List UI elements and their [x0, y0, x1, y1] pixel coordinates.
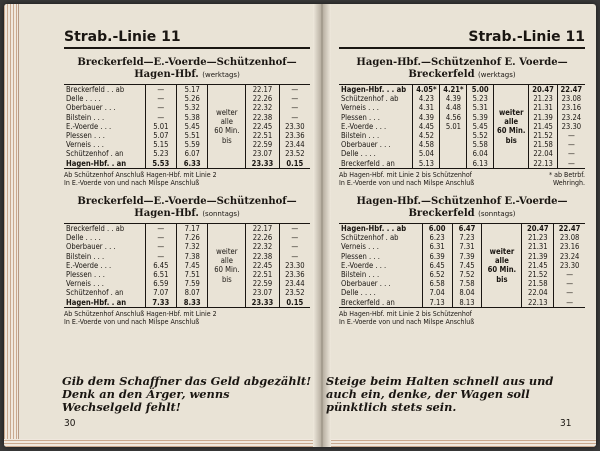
page-header [64, 26, 310, 49]
station-cell: Hagen-Hbf. . an [66, 158, 127, 168]
time-cell: 5.00 [467, 85, 494, 95]
time-cell: 23.30 [279, 261, 310, 270]
time-cell: — [279, 94, 310, 103]
time-cell: — [145, 242, 176, 251]
time-cell: 8.04 [452, 288, 482, 297]
time-cell: 22.17 [246, 224, 279, 234]
station-cell: Hagen-Hbf. . . ab [341, 85, 407, 94]
time-cell: 5.51 [177, 131, 208, 140]
time-cell: — [279, 113, 310, 122]
time-cell: 23.08 [554, 233, 585, 242]
time-cell: 5.59 [177, 140, 208, 149]
time-cell: 23.30 [279, 122, 310, 131]
time-cell: 5.31 [467, 103, 494, 112]
time-cell: 5.53 [145, 159, 176, 169]
time-cell [440, 140, 467, 149]
time-cell: — [279, 103, 310, 112]
time-cell: 23.07 [246, 149, 279, 158]
table-row [64, 298, 310, 308]
station-cell: Verneis . . . [66, 279, 104, 289]
station-cell: Oberbauer . . . [341, 140, 391, 150]
time-cell: 22.32 [246, 242, 279, 251]
page-header [339, 26, 585, 49]
time-cell: — [279, 252, 310, 261]
time-cell: 22.26 [246, 94, 279, 103]
station-cell: Oberbauer . . . [341, 279, 391, 289]
time-cell: 6.47 [452, 224, 482, 234]
time-cell: 21.52 [522, 270, 554, 279]
time-cell: 0.15 [279, 159, 310, 169]
frequency-note-cell [208, 85, 246, 169]
time-cell: 23.33 [246, 298, 279, 308]
table-row [339, 85, 585, 95]
time-cell: 22.17 [246, 85, 279, 95]
time-cell: 23.52 [279, 288, 310, 297]
time-cell: 6.39 [422, 252, 452, 261]
section-title: Breckerfeld—E.-Voerde—Schützenhof— Hagen-Hbf. (werktags) [77, 57, 297, 80]
time-cell: — [279, 242, 310, 251]
table-row [339, 131, 585, 140]
station-cell: Schützenhof . ab [341, 233, 399, 243]
table-row [64, 233, 310, 242]
time-cell: — [145, 113, 176, 122]
time-cell: 23.36 [279, 131, 310, 140]
frequency-text: alle [504, 117, 519, 127]
frequency-text: bis [496, 274, 508, 284]
time-cell: — [279, 224, 310, 234]
time-cell: 7.04 [422, 288, 452, 297]
time-cell: — [557, 159, 585, 169]
station-cell: Schützenhof . an [66, 288, 124, 298]
frequency-text: bis [505, 135, 517, 145]
frequency-text: 60 Min. [214, 265, 240, 275]
time-cell: — [145, 233, 176, 242]
time-cell: 21.45 [522, 261, 554, 270]
time-cell: 5.58 [467, 140, 494, 149]
time-cell: 4.48 [440, 103, 467, 112]
station-cell: Plessen . . . [341, 112, 380, 122]
table-row [64, 224, 310, 234]
time-cell: 22.45 [246, 122, 279, 131]
time-cell: 6.59 [145, 279, 176, 288]
time-cell: 22.13 [522, 298, 554, 308]
timetable [339, 84, 585, 169]
time-cell: 5.01 [145, 122, 176, 131]
time-cell: 6.58 [422, 279, 452, 288]
time-cell: 21.58 [522, 279, 554, 288]
station-cell: Plessen . . . [341, 251, 380, 261]
time-cell: 23.44 [279, 140, 310, 149]
table-row [339, 252, 585, 261]
time-cell: 7.23 [452, 233, 482, 242]
station-cell: Hagen-Hbf. . . ab [341, 224, 407, 234]
time-cell: 7.59 [177, 279, 208, 288]
time-cell: — [145, 224, 176, 234]
time-cell: 6.07 [177, 149, 208, 158]
table-row [64, 261, 310, 270]
page-number: 31 [560, 418, 572, 429]
station-cell: Breckerfeld . an [341, 297, 395, 307]
connection-note: Ab Hagen-Hbf. mit Linie 2 bis Schützenhof In E.-Voerde von und nach Milspe Anschluß [339, 309, 475, 327]
time-cell: 5.04 [413, 149, 440, 158]
timetable [64, 223, 310, 308]
station-cell: E.-Voerde . . . [66, 121, 112, 131]
time-cell: 5.39 [467, 113, 494, 122]
time-cell: — [554, 298, 585, 308]
frequency-text: bis [221, 274, 232, 284]
time-cell: 5.17 [177, 85, 208, 95]
station-cell: Oberbauer . . . [66, 242, 116, 252]
frequency-note-cell [208, 224, 246, 308]
time-cell: 7.45 [452, 261, 482, 270]
time-cell: 4.23 [413, 94, 440, 103]
station-cell: Breckerfeld . . ab [66, 224, 125, 234]
time-cell: — [557, 149, 585, 158]
timetable [339, 223, 585, 308]
table-row [64, 113, 310, 122]
time-cell: 5.13 [413, 159, 440, 169]
frequency-note-cell [482, 224, 522, 308]
time-cell: — [557, 131, 585, 140]
time-cell: — [554, 279, 585, 288]
time-cell: 22.04 [529, 149, 557, 158]
time-cell: 4.56 [440, 113, 467, 122]
time-cell: 7.33 [145, 298, 176, 308]
station-cell: Plessen . . . [66, 131, 105, 141]
time-cell: 4.31 [413, 103, 440, 112]
table-row [64, 149, 310, 158]
time-cell: 4.39 [440, 94, 467, 103]
table-row [64, 122, 310, 131]
time-cell: 8.13 [452, 298, 482, 308]
time-cell: 23.16 [557, 103, 585, 112]
frequency-text: welter [216, 108, 238, 117]
time-cell: 22.59 [246, 279, 279, 288]
time-cell: 5.32 [177, 103, 208, 112]
time-cell: 21.39 [522, 252, 554, 261]
station-cell: Delle . . . . [66, 233, 101, 243]
time-cell: 7.51 [177, 270, 208, 279]
time-cell: 23.08 [557, 94, 585, 103]
station-cell: Verneis . . . [341, 103, 379, 113]
time-cell: 23.33 [246, 159, 279, 169]
frequency-text: 60 Min. [214, 126, 240, 136]
book-spread [4, 4, 596, 447]
section-title: Hagen-Hbf.—Schützenhof E.-Voerde— Breckerfeld (sonntags) [356, 196, 568, 220]
time-cell: 22.47 [554, 224, 585, 234]
left-page [64, 26, 310, 327]
time-cell: 21.52 [529, 131, 557, 140]
time-cell: 7.38 [177, 252, 208, 261]
timetable-weekdays [339, 57, 585, 188]
time-cell: 6.51 [145, 270, 176, 279]
time-cell: 22.26 [246, 233, 279, 242]
time-cell: 8.33 [177, 298, 208, 308]
frequency-text: 60 Min. [487, 265, 517, 275]
time-cell: 22.13 [529, 159, 557, 169]
time-cell: 6.45 [145, 261, 176, 270]
time-cell: 5.26 [177, 94, 208, 103]
station-cell: Bilstein . . . [341, 270, 380, 280]
time-cell: 22.32 [246, 103, 279, 112]
station-cell: Schützenhof . ab [341, 94, 399, 104]
time-cell: 5.52 [467, 131, 494, 140]
time-cell: 6.31 [422, 242, 452, 251]
time-cell: 23.30 [557, 122, 585, 131]
table-row [339, 94, 585, 103]
station-cell: E.-Voerde . . . [66, 260, 112, 270]
time-cell [440, 159, 467, 169]
table-row [339, 298, 585, 308]
time-cell: 22.45 [246, 261, 279, 270]
timetable [64, 84, 310, 169]
time-cell: 21.58 [529, 140, 557, 149]
station-cell: E.-Voerde . . . [341, 121, 387, 131]
time-cell: 7.58 [452, 279, 482, 288]
time-cell: 7.17 [177, 224, 208, 234]
frequency-text: 60 Min. [496, 126, 526, 136]
time-cell: 22.38 [246, 252, 279, 261]
table-row [64, 270, 310, 279]
time-cell: 23.36 [279, 270, 310, 279]
station-cell: Plessen . . . [66, 270, 105, 280]
time-cell: — [145, 252, 176, 261]
time-cell: — [145, 103, 176, 112]
time-cell: 20.47 [529, 85, 557, 95]
table-row [339, 140, 585, 149]
station-cell: Verneis . . . [341, 242, 379, 252]
time-cell: — [145, 94, 176, 103]
time-cell: 6.45 [422, 261, 452, 270]
table-row [339, 261, 585, 270]
time-cell: 4.39 [413, 113, 440, 122]
table-row [64, 103, 310, 112]
section-title: Breckerfeld—E.-Voerde—Schützenhof— Hagen-Hbf. (sonntags) [77, 196, 297, 220]
time-cell: — [554, 288, 585, 297]
time-cell: 23.44 [279, 279, 310, 288]
table-row [339, 224, 585, 234]
station-cell: Bilstein . . . [341, 131, 380, 141]
frequency-note-cell [493, 85, 529, 169]
time-cell: 8.07 [177, 288, 208, 297]
connection-note: Ab Schützenhof Anschluß Hagen-Hbf. mit Linie 2 In E.-Voerde von und nach Milspe Anschluß [64, 309, 217, 327]
station-cell: Oberbauer . . . [66, 103, 116, 113]
time-cell: 21.31 [529, 103, 557, 112]
time-cell: — [145, 85, 176, 95]
time-cell: 7.26 [177, 233, 208, 242]
time-cell: 4.45 [413, 122, 440, 131]
table-row [64, 140, 310, 149]
table-row [339, 279, 585, 288]
table-row [64, 159, 310, 169]
time-cell: 21.45 [529, 122, 557, 131]
time-cell: 22.47 [557, 85, 585, 95]
time-cell: 6.33 [177, 159, 208, 169]
time-cell: 23.24 [554, 252, 585, 261]
line-title: Strab.-Linie 11 [468, 29, 585, 45]
page-edges-bottom [4, 439, 596, 447]
station-cell: Delle . . . . [66, 94, 101, 104]
table-row [64, 242, 310, 251]
time-cell: 7.32 [177, 242, 208, 251]
time-cell: 4.52 [413, 131, 440, 140]
frequency-text: weiter [498, 108, 524, 117]
time-cell: 23.16 [554, 242, 585, 251]
time-cell: 7.39 [452, 252, 482, 261]
time-cell: 23.52 [279, 149, 310, 158]
table-row [339, 103, 585, 112]
table-row [64, 85, 310, 95]
table-row [339, 233, 585, 242]
time-cell: — [557, 140, 585, 149]
section-title: Hagen-Hbf.—Schützenhof E. Voerde— Breckerfeld (werktags) [356, 57, 568, 80]
time-cell: 6.52 [422, 270, 452, 279]
station-cell: Hagen-Hbf. . an [66, 297, 127, 307]
table-row [64, 131, 310, 140]
time-cell: 21.31 [522, 242, 554, 251]
frequency-text: alle [220, 117, 233, 127]
time-cell: 5.15 [145, 140, 176, 149]
station-cell: Delle . . . . [341, 288, 376, 298]
time-cell: — [279, 85, 310, 95]
time-cell: 7.45 [177, 261, 208, 270]
connection-note: Ab Schützenhof Anschluß Hagen-Hbf. mit Linie 2 In E.-Voerde von und nach Milspe Anschluß [64, 170, 217, 188]
time-cell: 23.07 [246, 288, 279, 297]
time-cell: 22.51 [246, 131, 279, 140]
station-cell: Breckerfeld . . ab [66, 85, 125, 94]
station-cell: Schützenhof . an [66, 149, 124, 159]
time-cell: 4.58 [413, 140, 440, 149]
time-cell: 6.00 [422, 224, 452, 234]
timetable-weekdays [64, 57, 310, 188]
time-cell: 21.23 [522, 233, 554, 242]
time-cell: 5.45 [467, 122, 494, 131]
time-cell: 7.52 [452, 270, 482, 279]
time-cell: 6.13 [467, 159, 494, 169]
table-row [64, 252, 310, 261]
time-cell: 5.23 [467, 94, 494, 103]
time-cell: 7.31 [452, 242, 482, 251]
time-cell: 23.30 [554, 261, 585, 270]
time-cell: 5.07 [145, 131, 176, 140]
table-row [339, 122, 585, 131]
table-row [339, 159, 585, 169]
table-row [339, 113, 585, 122]
page-edges-left [4, 4, 19, 447]
time-cell: 6.23 [422, 233, 452, 242]
right-page [339, 26, 585, 327]
time-cell: 5.23 [145, 149, 176, 158]
table-row [339, 242, 585, 251]
time-cell: 21.23 [529, 94, 557, 103]
time-cell: 5.45 [177, 122, 208, 131]
station-cell: Delle . . . . [341, 149, 376, 159]
frequency-text: alle [494, 256, 509, 266]
station-cell: Verneis . . . [66, 140, 104, 150]
line-title: Strab.-Linie 11 [64, 29, 181, 45]
time-cell: 6.04 [467, 149, 494, 158]
time-cell: 22.04 [522, 288, 554, 297]
table-row [64, 94, 310, 103]
station-cell: E.-Voerde . . . [341, 260, 387, 270]
time-cell [440, 149, 467, 158]
station-cell: Breckerfeld . an [341, 158, 395, 168]
timetable-sundays [339, 196, 585, 327]
time-cell: 4.05* [413, 85, 440, 95]
time-cell: 22.51 [246, 270, 279, 279]
time-cell [440, 131, 467, 140]
time-cell: 4.21* [440, 85, 467, 95]
time-cell: 22.59 [246, 140, 279, 149]
table-row [64, 288, 310, 297]
motto-text: Steige beim Halten schnell aus und auch ein, denke, der Wagen soll pünktlich stets sein. [326, 374, 554, 414]
time-cell: 5.01 [440, 122, 467, 131]
time-cell: 5.38 [177, 113, 208, 122]
page-number: 30 [64, 418, 76, 429]
table-row [339, 270, 585, 279]
table-row [339, 149, 585, 158]
connection-note: * ab Betrbf. Ab Hagen-Hbf. mit Linie 2 bis Schützenhof Wehringh. In E.-Voerde von und nach Milspe Anschluß [339, 170, 585, 188]
time-cell: 0.15 [279, 298, 310, 308]
time-cell: 22.38 [246, 113, 279, 122]
time-cell: — [279, 233, 310, 242]
table-row [64, 279, 310, 288]
time-cell: 21.39 [529, 113, 557, 122]
station-cell: Bilstein . . . [66, 112, 105, 122]
frequency-text: weiter [489, 247, 515, 257]
frequency-text: weiter [216, 247, 238, 257]
frequency-text: alle [220, 256, 233, 266]
motto-text: Gib dem Schaffner das Geld abgezählt! Denk an den Ärger, wenns Wechselgeld fehlt! [62, 374, 312, 414]
time-cell: 23.24 [557, 113, 585, 122]
time-cell: 20.47 [522, 224, 554, 234]
timetable-sundays [64, 196, 310, 327]
station-cell: Bilstein . . . [66, 251, 105, 261]
time-cell: — [554, 270, 585, 279]
time-cell: 7.07 [145, 288, 176, 297]
table-row [339, 288, 585, 297]
frequency-text: bis [221, 135, 232, 145]
time-cell: 7.13 [422, 298, 452, 308]
